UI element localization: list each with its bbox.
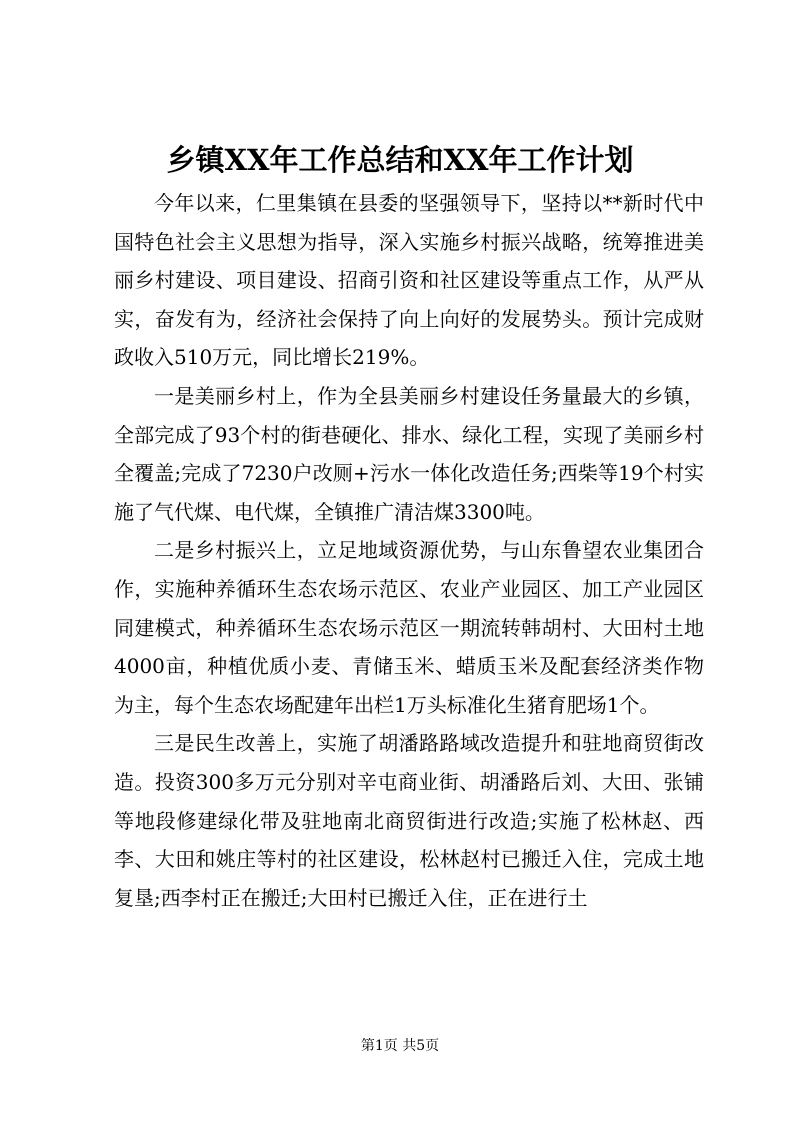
paragraph-livelihood: 三是民生改善上，实施了胡潘路路域改造提升和驻地商贸街改造。投资300多万元分别对辛屯商业街、胡潘路后刘、大田、张铺等地段修建绿化带及驻地南北商贸街进行改造;实施了松林赵、西李、大田和姚庄等村的社区建设，松林赵村已搬迁入住，完成土地复垦;西李村正在搬迁;大田村已搬迁入住，正在进行土 — [114, 731, 704, 910]
document-body — [114, 184, 704, 917]
page-title: 乡镇XX年工作总结和XX年工作计划 — [166, 143, 634, 177]
paragraph-beautiful-village: 一是美丽乡村上，作为全县美丽乡村建设任务量最大的乡镇，全部完成了93个村的街巷硬化、排水、绿化工程，实现了美丽乡村全覆盖;完成了7230户改厕+污水一体化改造任务;西柴等19个村实施了气代煤、电代煤，全镇推广清洁煤3300吨。 — [114, 383, 704, 524]
paragraph-intro: 今年以来，仁里集镇在县委的坚强领导下，坚持以**新时代中国特色社会主义思想为指导，深入实施乡村振兴战略，统筹推进美丽乡村建设、项目建设、招商引资和社区建设等重点工作，从严从实，奋发有为，经济社会保持了向上向好的发展势头。预计完成财政收入510万元，同比增长219%。 — [114, 191, 704, 370]
page-number: 第1页 共5页 — [360, 1038, 440, 1054]
paragraph-rural-revitalization: 二是乡村振兴上，立足地域资源优势，与山东鲁望农业集团合作，实施种养循环生态农场示范区、农业产业园区、加工产业园区同建模式，种养循环生态农场示范区一期流转韩胡村、大田村土地4000亩，种植优质小麦、青储玉米、蜡质玉米及配套经济类作物为主，每个生态农场配建年出栏1万头标准化生猪育肥场1个。 — [114, 538, 704, 717]
